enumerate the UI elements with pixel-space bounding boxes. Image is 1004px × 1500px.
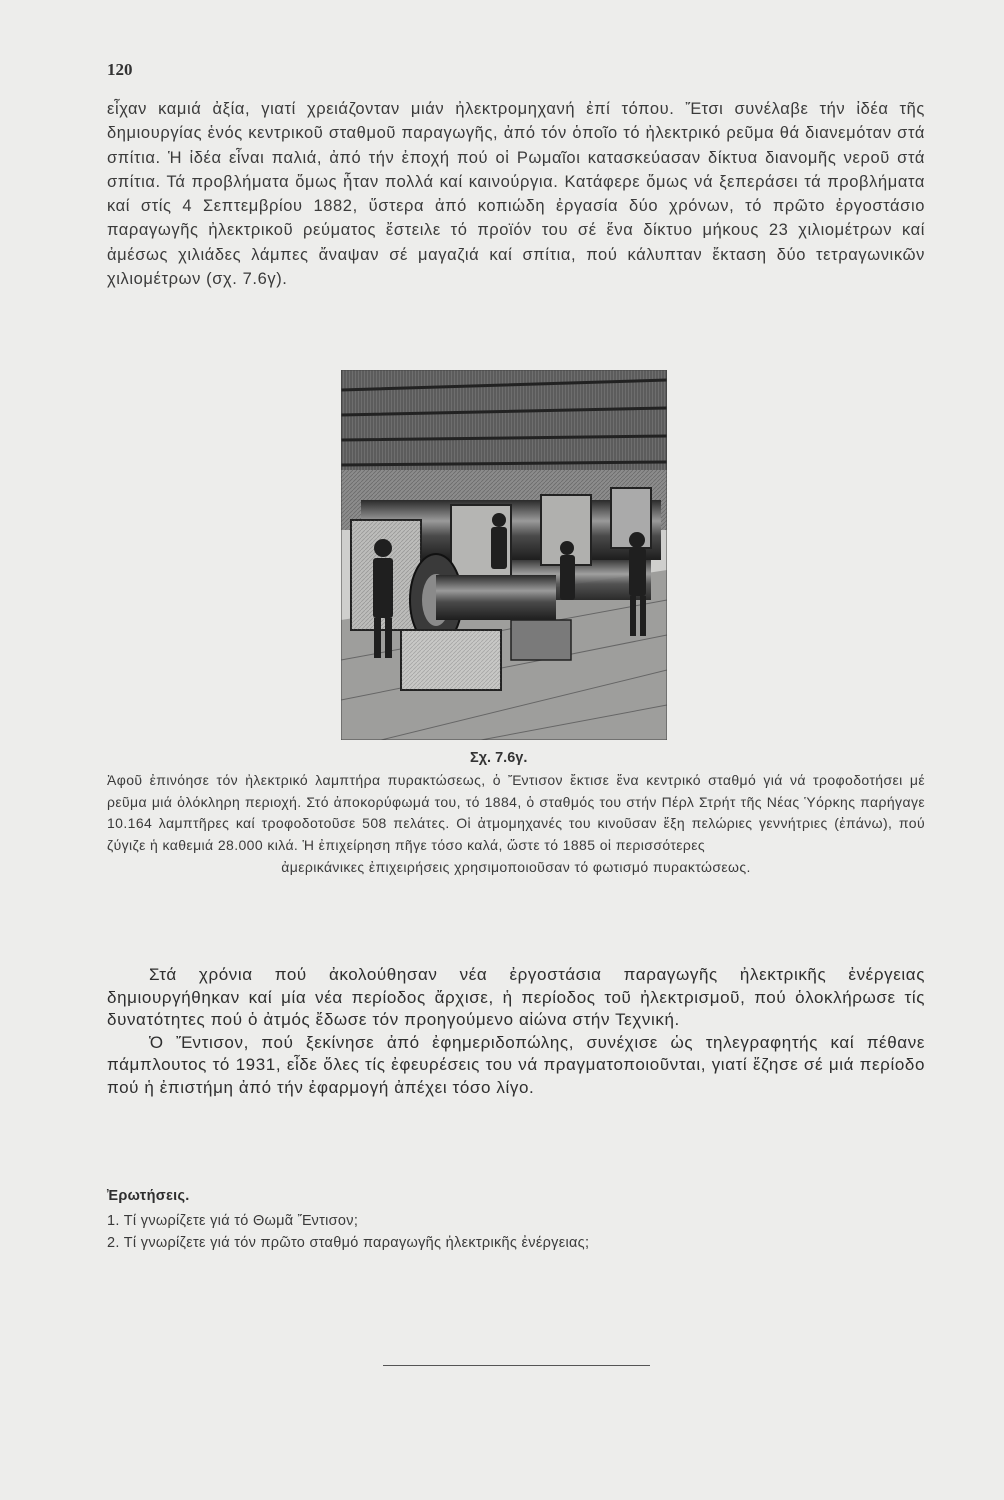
figure-power-station-engraving xyxy=(341,370,667,740)
paragraph-edison-life: Ὁ Ἔντισον, πού ξεκίνησε ἀπό ἐφημεριδοπώλης, συνέχισε ὡς τηλεγραφητής καί πέθανε πάμπλουτος τό 1931, εἶδε ὅλες τίς ἐφευρέσεις του νά πραγματοποιοῦνται, γιατί ἔζησε σέ μιά περίοδο πού ἡ ἐπιστήμη ἀπό τήν ἐφαρμογή ἀπέχει τόσο λίγο. xyxy=(107,1032,925,1097)
paragraph-electricity-era: Στά χρόνια πού ἀκολούθησαν νέα ἐργοστάσια παραγωγῆς ἠλεκτρικῆς ἐνέργειας δημιουργήθηκαν καί μία νέα περίοδος ἄρχισε, ἡ περίοδος τοῦ ἠλεκτρισμοῦ, πού ὁλοκλήρωσε τίς δυνατότητες πού ὁ ἀτμός ἔδωσε τόν προηγούμενο αἰώνα στήν Τεχνική. xyxy=(107,965,925,1029)
question-item: 2. Τί γνωρίζετε γιά τόν πρῶτο σταθμό παραγωγῆς ἠλεκτρικῆς ἐνέργειας; xyxy=(107,1235,590,1251)
engraving-illustration xyxy=(341,370,667,740)
section-divider-rule xyxy=(383,1365,650,1366)
questions-heading: Ἐρωτήσεις. xyxy=(107,1188,190,1204)
figure-caption xyxy=(107,770,925,879)
figure-caption-main: Ἀφοῦ ἐπινόησε τόν ἠλεκτρικό λαμπτήρα πυρακτώσεως, ὁ Ἔντισον ἔκτισε ἕνα κεντρικό σταθμό γιά νά τροφοδοτήσει μέ ρεῦμα μιά ὁλόκληρη περιοχή. Στό ἀποκορύφωμά του, τό 1884, ὁ σταθμός του στήν Πέρλ Στρήτ τῆς Νέας Ὑόρκης παρήγαγε 10.164 λαμπτῆρες καί τροφοδοτοῦσε 508 πελάτες. Οἱ ἀτμομηχανές του κινοῦσαν ἕξη πελώριες γεννήτριες (ἐπάνω), πού ζύγιζε ἡ καθεμιά 28.000 κιλά. Ἡ ἐπιχείρηση πῆγε τόσο καλά, ὥστε τό 1885 οἱ περισσότερες xyxy=(107,772,925,854)
questions-list xyxy=(107,1210,925,1254)
figure-caption-last-line: ἀμερικάνικες ἐπιχειρήσεις χρησιμοποιοῦσαν τό φωτισμό πυρακτώσεως. xyxy=(281,858,751,875)
page-number: 120 xyxy=(107,60,133,79)
paragraph-intro: εἶχαν καμιά ἀξία, γιατί χρειάζονταν μιάν ἠλεκτρομηχανή ἐπί τόπου. Ἔτσι συνέλαβε τήν ἰδέα τῆς δημιουργίας ἑνός κεντρικοῦ σταθμοῦ παραγωγῆς, ἀπό τόν ὁποῖο τό ἠλεκτρικό ρεῦμα θά διανεμόταν στά σπίτια. Ἡ ἰδέα εἶναι παλιά, ἀπό τήν ἐποχή πού οἱ Ρωμαῖοι κατασκεύασαν δίκτυα διανομῆς νεροῦ στά σπίτια. Τά προβλήματα ὅμως ἦταν πολλά καί καινούργια. Κατάφερε ὅμως νά ξεπεράσει τά προβλήματα καί στίς 4 Σεπτεμβρίου 1882, ὕστερα ἀπό κοπιώδη ἐργασία δύο χρόνων, τό πρῶτο ἐργοστάσιο παραγωγῆς ἠλεκτρικοῦ ρεύματος ἔστειλε τό προϊόν του σέ ἕνα δίκτυο μήκους 23 χιλιομέτρων καί ἀμέσως χιλιάδες λάμπες ἄναψαν σέ μαγαζιά καί σπίτια, πού κάλυπταν ἔκταση δύο τετραγωνικῶν χιλιομέτρων (σχ. 7.6γ). xyxy=(107,100,925,289)
body-text xyxy=(107,964,925,1099)
questions-section xyxy=(107,1185,925,1254)
figure-label: Σχ. 7.6γ. xyxy=(470,750,528,766)
question-item: 1. Τί γνωρίζετε γιά τό Θωμᾶ Ἔντισον; xyxy=(107,1213,359,1229)
